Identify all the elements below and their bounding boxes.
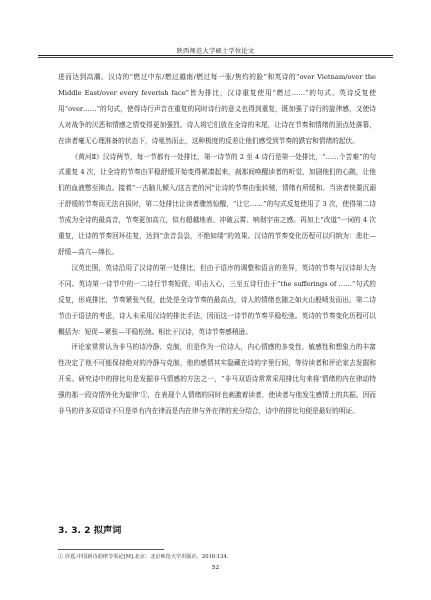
paragraph: 《黄河Ⅱ》汉诗两节，每一节都有一处排比，第一诗节的 2 至 4 诗行是第一处排比，“……个苦难”的句式重复 4 次，让全诗的节奏由平稳舒缓开始变得紧凑起来，刹那间唤醒读者的听觉，加剧他们的心跳，让他们的血液憋至沸点。接着“一古脑儿倾入/这古老的河”让诗的节奏由张转驰，情绪有所缓和。当读者快要沉溺于舒缓的节奏而无法自拔时，第二处排比让读者骤然惊醒，“让它……”的句式反复使用了 3 次，使得第二诗节成为全诗的最高音，节奏更加高亢，似有超越地表、冲破云霄、响彻宇宙之感。再加上“改道”一词的 4 次重复，让诗的节奏回环往复，达到“余音袅袅，不绝如缕”的效果。汉诗的节奏变化历程可以归纳为：悲壮—舒缓—高亢—绵长。	[58, 152, 376, 256]
header-rule	[38, 55, 393, 56]
paragraph: 评论家常常认为非马的诗冷静、克制，但是作为一位诗人，内心情感的多变性、敏感性和想象力的丰富性决定了他不可能保持绝对的冷静与克制，他的感情其实隐藏在诗的字里行间，等待读者和评论家去发掘和开采。研究诗中的排比句是发掘非马情感的方法之一，“非马双语诗常常采用排比句来将‘情绪的内在律动特强的那一段诗情外化为旋律’①，在表现个人情绪的同时也刺激着读者，使读者与他发生感情上的共振。因而非马的许多双语诗不只是单有内在律而是内在律与外在律的充分结合，诗中的排比句便是最好的明证。	[58, 343, 376, 416]
footnote-rule	[58, 549, 164, 550]
paragraph: 汉英比照，英诗沿用了汉诗的第一处排比，但由于语序的调整和语言的差异，英诗的节奏与汉诗却大为不同。英诗第一诗节中的一二诗行节奏短促，叩击人心，三至五诗行由于“the sufferings of ……”句式的反复，形成排比，节奏紧张气促，此处是全诗节奏的最高点，诗人的情绪也随之如火山般喷发而出。第二诗节由于语法的考虑，诗人未采用汉诗的排比手法，因而这一诗节的节奏平稳松弛。英诗的节奏变化历程可以概括为：短促—紧张—平稳松弛。相比于汉诗，英诗节奏感稍逊。	[58, 263, 376, 336]
paragraph-continued: 进而达到高潮。汉诗的“燃过中东/燃过越南/燃过每一张/焦灼的脸”和英诗的“over Vietnam/over the Middle East/over every feverish face”皆为排比，汉诗重复使用“燃过……”的句式、英诗反复使用“over……”的句式，使得诗行声音在重复的同时诗行的意义也得到重复，既加强了诗行的旋律感，又使诗人对战争的厌恶和情感之情变得更加强烈。诗人将它们放在全诗的末尾，让诗在节奏和情绪的顶点处落幕，在读者毫无心理准备的状态下，诗戛然而止，这种极度的反差让他们感受到节奏的跌宕和情绪的起伏。	[58, 73, 376, 145]
header-rule-secondary	[38, 57, 393, 58]
body-text	[58, 70, 376, 420]
running-header: 陕西师范大学硕士学位论文	[176, 48, 255, 55]
page-number: 52	[211, 565, 220, 571]
footnote: ① 许霆.中国新诗韵律节奏论[M].北京：北京师范大学出版社，2016:134.	[58, 554, 229, 560]
section-heading: 3. 3. 2 拟声词	[58, 525, 122, 536]
